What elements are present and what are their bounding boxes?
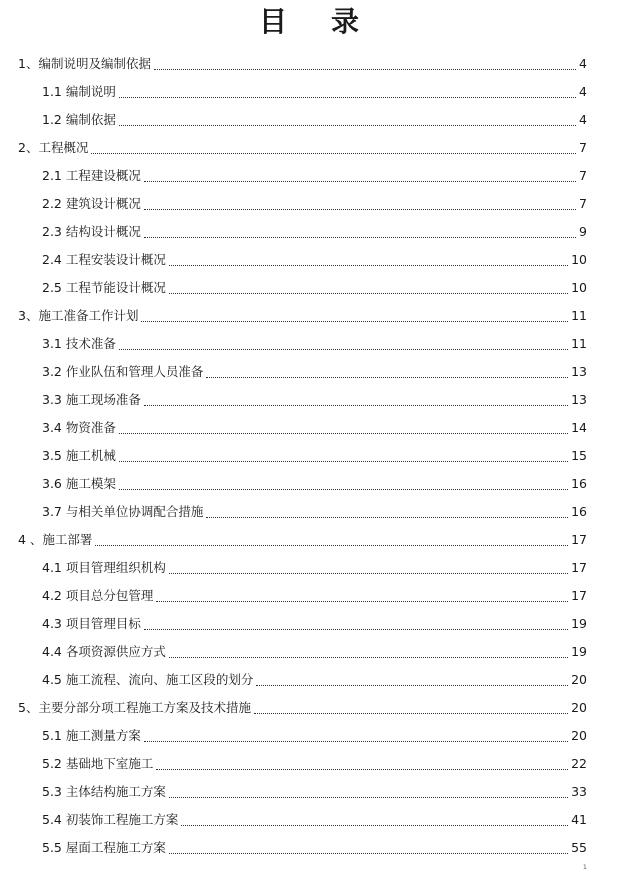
title-char-right: 录 (331, 5, 360, 38)
toc-entry-2-2[interactable] (42, 194, 587, 214)
leader-dots (156, 769, 568, 770)
toc-entry-label: 3.1 技术准备 (42, 336, 116, 351)
toc-entry-label: 5.5 屋面工程施工方案 (42, 840, 166, 855)
toc-entry-label: 4.1 项目管理组织机构 (42, 560, 166, 575)
leader-dots (144, 209, 576, 210)
leader-dots (169, 853, 568, 854)
toc-entry-2-4[interactable] (42, 250, 587, 270)
leader-dots (119, 97, 576, 98)
leader-dots (144, 181, 576, 182)
toc-entry-2-3[interactable] (42, 222, 587, 242)
toc-entry-label: 2.3 结构设计概况 (42, 224, 141, 239)
toc-entry-page: 17 (571, 560, 587, 575)
toc-entry-page: 20 (571, 700, 587, 715)
toc-entry-page: 7 (579, 196, 587, 211)
toc-entry-label: 5.4 初装饰工程施工方案 (42, 812, 179, 827)
toc-entry-4[interactable] (18, 530, 587, 550)
toc-entry-page: 14 (571, 420, 587, 435)
toc-entry-page: 4 (579, 112, 587, 127)
leader-dots (119, 461, 568, 462)
toc-entry-page: 4 (579, 56, 587, 71)
toc-entry-page: 16 (571, 504, 587, 519)
toc-entry-label: 3.5 施工机械 (42, 448, 116, 463)
toc-entry-page: 33 (571, 784, 587, 799)
toc-entry-label: 3.7 与相关单位协调配合措施 (42, 504, 204, 519)
leader-dots (206, 377, 568, 378)
toc-entry-page: 17 (571, 532, 587, 547)
toc-entry-page: 20 (571, 672, 587, 687)
leader-dots (206, 517, 568, 518)
leader-dots (169, 573, 568, 574)
leader-dots (119, 433, 568, 434)
toc-entry-label: 5.3 主体结构施工方案 (42, 784, 166, 799)
toc-entry-label: 2.5 工程节能设计概况 (42, 280, 166, 295)
leader-dots (169, 265, 568, 266)
leader-dots (256, 685, 568, 686)
toc-entry-page: 16 (571, 476, 587, 491)
leader-dots (119, 489, 568, 490)
toc-entry-4-5[interactable] (42, 670, 587, 690)
toc-entry-4-3[interactable] (42, 614, 587, 634)
toc-entry-label: 2.2 建筑设计概况 (42, 196, 141, 211)
toc-entry-3-5[interactable] (42, 446, 587, 466)
toc-entry-5-5[interactable] (42, 838, 587, 858)
toc-entry-label: 1、编制说明及编制依据 (18, 56, 151, 71)
page-title (0, 2, 618, 42)
toc-entry-label: 4.4 各项资源供应方式 (42, 644, 166, 659)
leader-dots (144, 741, 568, 742)
toc-entry-label: 5.1 施工测量方案 (42, 728, 141, 743)
toc-entry-2[interactable] (18, 138, 587, 158)
toc-entry-page: 10 (571, 252, 587, 267)
toc-entry-page: 41 (571, 812, 587, 827)
toc-entry-label: 2.4 工程安装设计概况 (42, 252, 166, 267)
toc-entry-page: 13 (571, 364, 587, 379)
toc-entry-label: 4 、施工部署 (18, 532, 93, 547)
toc-entry-page: 19 (571, 616, 587, 631)
toc-entry-label: 4.5 施工流程、流向、施工区段的划分 (42, 672, 254, 687)
leader-dots (254, 713, 568, 714)
leader-dots (141, 321, 568, 322)
leader-dots (169, 657, 568, 658)
toc-entry-3-2[interactable] (42, 362, 587, 382)
toc-entry-page: 7 (579, 168, 587, 183)
toc-entry-label: 5.2 基础地下室施工 (42, 756, 154, 771)
toc-entry-page: 19 (571, 644, 587, 659)
leader-dots (181, 825, 568, 826)
leader-dots (144, 629, 568, 630)
toc-entry-4-2[interactable] (42, 586, 587, 606)
toc-entry-1[interactable] (18, 54, 587, 74)
toc-entry-5-4[interactable] (42, 810, 587, 830)
leader-dots (144, 237, 576, 238)
toc-entry-page: 20 (571, 728, 587, 743)
toc-entry-3-1[interactable] (42, 334, 587, 354)
leader-dots (169, 293, 568, 294)
toc-entry-label: 3.3 施工现场准备 (42, 392, 141, 407)
toc-entry-label: 1.2 编制依据 (42, 112, 116, 127)
leader-dots (95, 545, 568, 546)
toc-entry-page: 15 (571, 448, 587, 463)
toc-entry-page: 13 (571, 392, 587, 407)
leader-dots (156, 601, 568, 602)
toc-entry-1-1[interactable] (42, 82, 587, 102)
leader-dots (119, 349, 568, 350)
toc-entry-page: 22 (571, 756, 587, 771)
toc-entry-page: 17 (571, 588, 587, 603)
toc-entry-page: 4 (579, 84, 587, 99)
toc-entry-page: 11 (571, 308, 587, 323)
toc-entry-label: 5、主要分部分项工程施工方案及技术措施 (18, 700, 251, 715)
toc-entry-2-5[interactable] (42, 278, 587, 298)
toc-entry-1-2[interactable] (42, 110, 587, 130)
toc-entry-5-3[interactable] (42, 782, 587, 802)
toc-entry-3[interactable] (18, 306, 587, 326)
toc-entry-label: 3.4 物资准备 (42, 420, 116, 435)
toc-entry-page: 9 (579, 224, 587, 239)
page-number-mark: 1 (583, 864, 587, 871)
toc-entry-label: 2、工程概况 (18, 140, 89, 155)
toc-entry-5-1[interactable] (42, 726, 587, 746)
toc-entry-3-3[interactable] (42, 390, 587, 410)
toc-entry-4-4[interactable] (42, 642, 587, 662)
toc-entry-label: 4.3 项目管理目标 (42, 616, 141, 631)
toc-entry-label: 3.2 作业队伍和管理人员准备 (42, 364, 204, 379)
toc-entry-page: 55 (571, 840, 587, 855)
toc-entry-label: 3.6 施工模架 (42, 476, 116, 491)
toc-entry-page: 11 (571, 336, 587, 351)
toc-entry-3-4[interactable] (42, 418, 587, 438)
toc-entry-5[interactable] (18, 698, 587, 718)
toc-entry-label: 2.1 工程建设概况 (42, 168, 141, 183)
toc-entry-label: 3、施工准备工作计划 (18, 308, 139, 323)
toc-entry-page: 7 (579, 140, 587, 155)
leader-dots (144, 405, 568, 406)
toc-entry-2-1[interactable] (42, 166, 587, 186)
leader-dots (169, 797, 568, 798)
toc-entry-3-7[interactable] (42, 502, 587, 522)
title-char-left: 目 (258, 5, 287, 38)
toc-entry-5-2[interactable] (42, 754, 587, 774)
leader-dots (91, 153, 576, 154)
leader-dots (154, 69, 576, 70)
toc-entry-page: 10 (571, 280, 587, 295)
toc-entry-3-6[interactable] (42, 474, 587, 494)
toc-entry-label: 1.1 编制说明 (42, 84, 116, 99)
leader-dots (119, 125, 576, 126)
toc-entry-4-1[interactable] (42, 558, 587, 578)
toc-entry-label: 4.2 项目总分包管理 (42, 588, 154, 603)
